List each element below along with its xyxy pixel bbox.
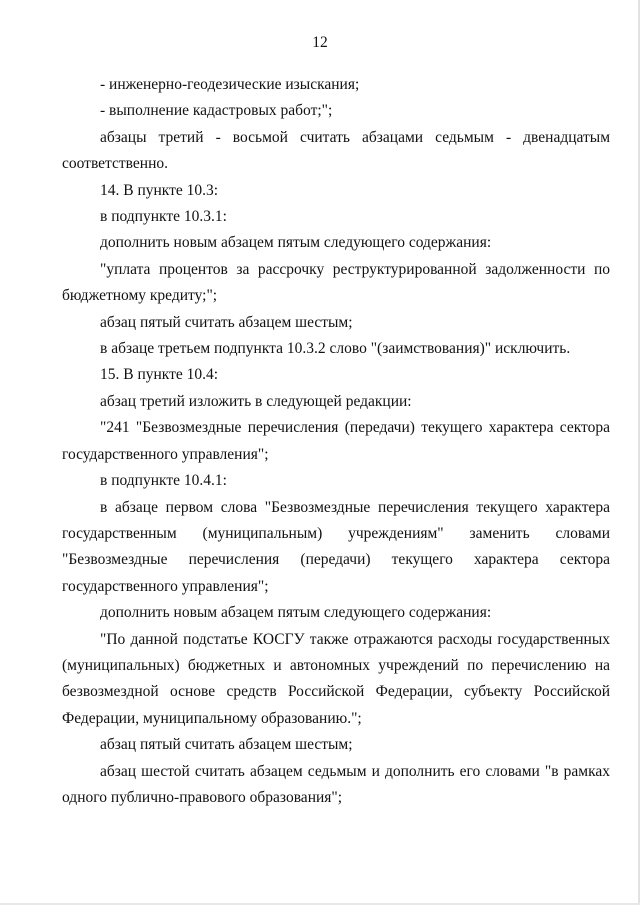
paragraph-6: дополнить новым абзацем пятым следующего содержания: <box>100 234 492 252</box>
paragraph-15: дополнить новым абзацем пятым следующего содержания: <box>100 604 492 622</box>
paragraph-8: абзац пятый считать абзацем шестым; <box>100 313 353 331</box>
paragraph-9: в абзаце третьем подпункта 10.3.2 слово "(заимствования)" исключить. <box>100 340 571 358</box>
paragraph-16: "По данной подстатье КОСГУ также отражаются расходы государственных (муниципальных) бюджетных и автономных учреждений по перечислению на безвозмездной основе средств Российской Федерации, субъекту Российской Федерации, муниципальному образованию."; <box>62 630 610 727</box>
paragraph-1: - инженерно-геодезические изыскания; <box>100 76 360 93</box>
paragraph-10: 15. В пункте 10.4: <box>100 366 219 384</box>
paragraph-14: в абзаце первом слова "Безвозмездные перечисления текущего характера государственным (муниципальным) учреждениям" заменить словами "Безвозмездные перечисления (передачи) текущего характера сектора государственного управления"; <box>62 498 610 595</box>
paragraph-12: "241 "Безвозмездные перечисления (передачи) текущего характера сектора государственного управления"; <box>62 419 610 463</box>
paragraph-5: в подпункте 10.3.1: <box>100 208 227 226</box>
paragraph-13: в подпункте 10.4.1: <box>100 472 227 490</box>
paragraph-18: абзац шестой считать абзацем седьмым и дополнить его словами "в рамках одного публично-правового образования"; <box>62 762 610 806</box>
page-number: 12 <box>312 34 328 51</box>
paragraph-2: - выполнение кадастровых работ;"; <box>100 102 333 120</box>
paragraph-17: абзац пятый считать абзацем шестым; <box>100 736 353 754</box>
paragraph-7: "уплата процентов за рассрочку реструктурированной задолженности по бюджетному кредиту;"; <box>62 260 610 305</box>
paragraph-4: 14. В пункте 10.3: <box>100 181 219 199</box>
document-body <box>62 72 610 811</box>
paragraph-11: абзац третий изложить в следующей редакции: <box>100 392 412 410</box>
paragraph-3: абзацы третий - восьмой считать абзацами седьмым - двенадцатым соответственно. <box>62 128 610 173</box>
